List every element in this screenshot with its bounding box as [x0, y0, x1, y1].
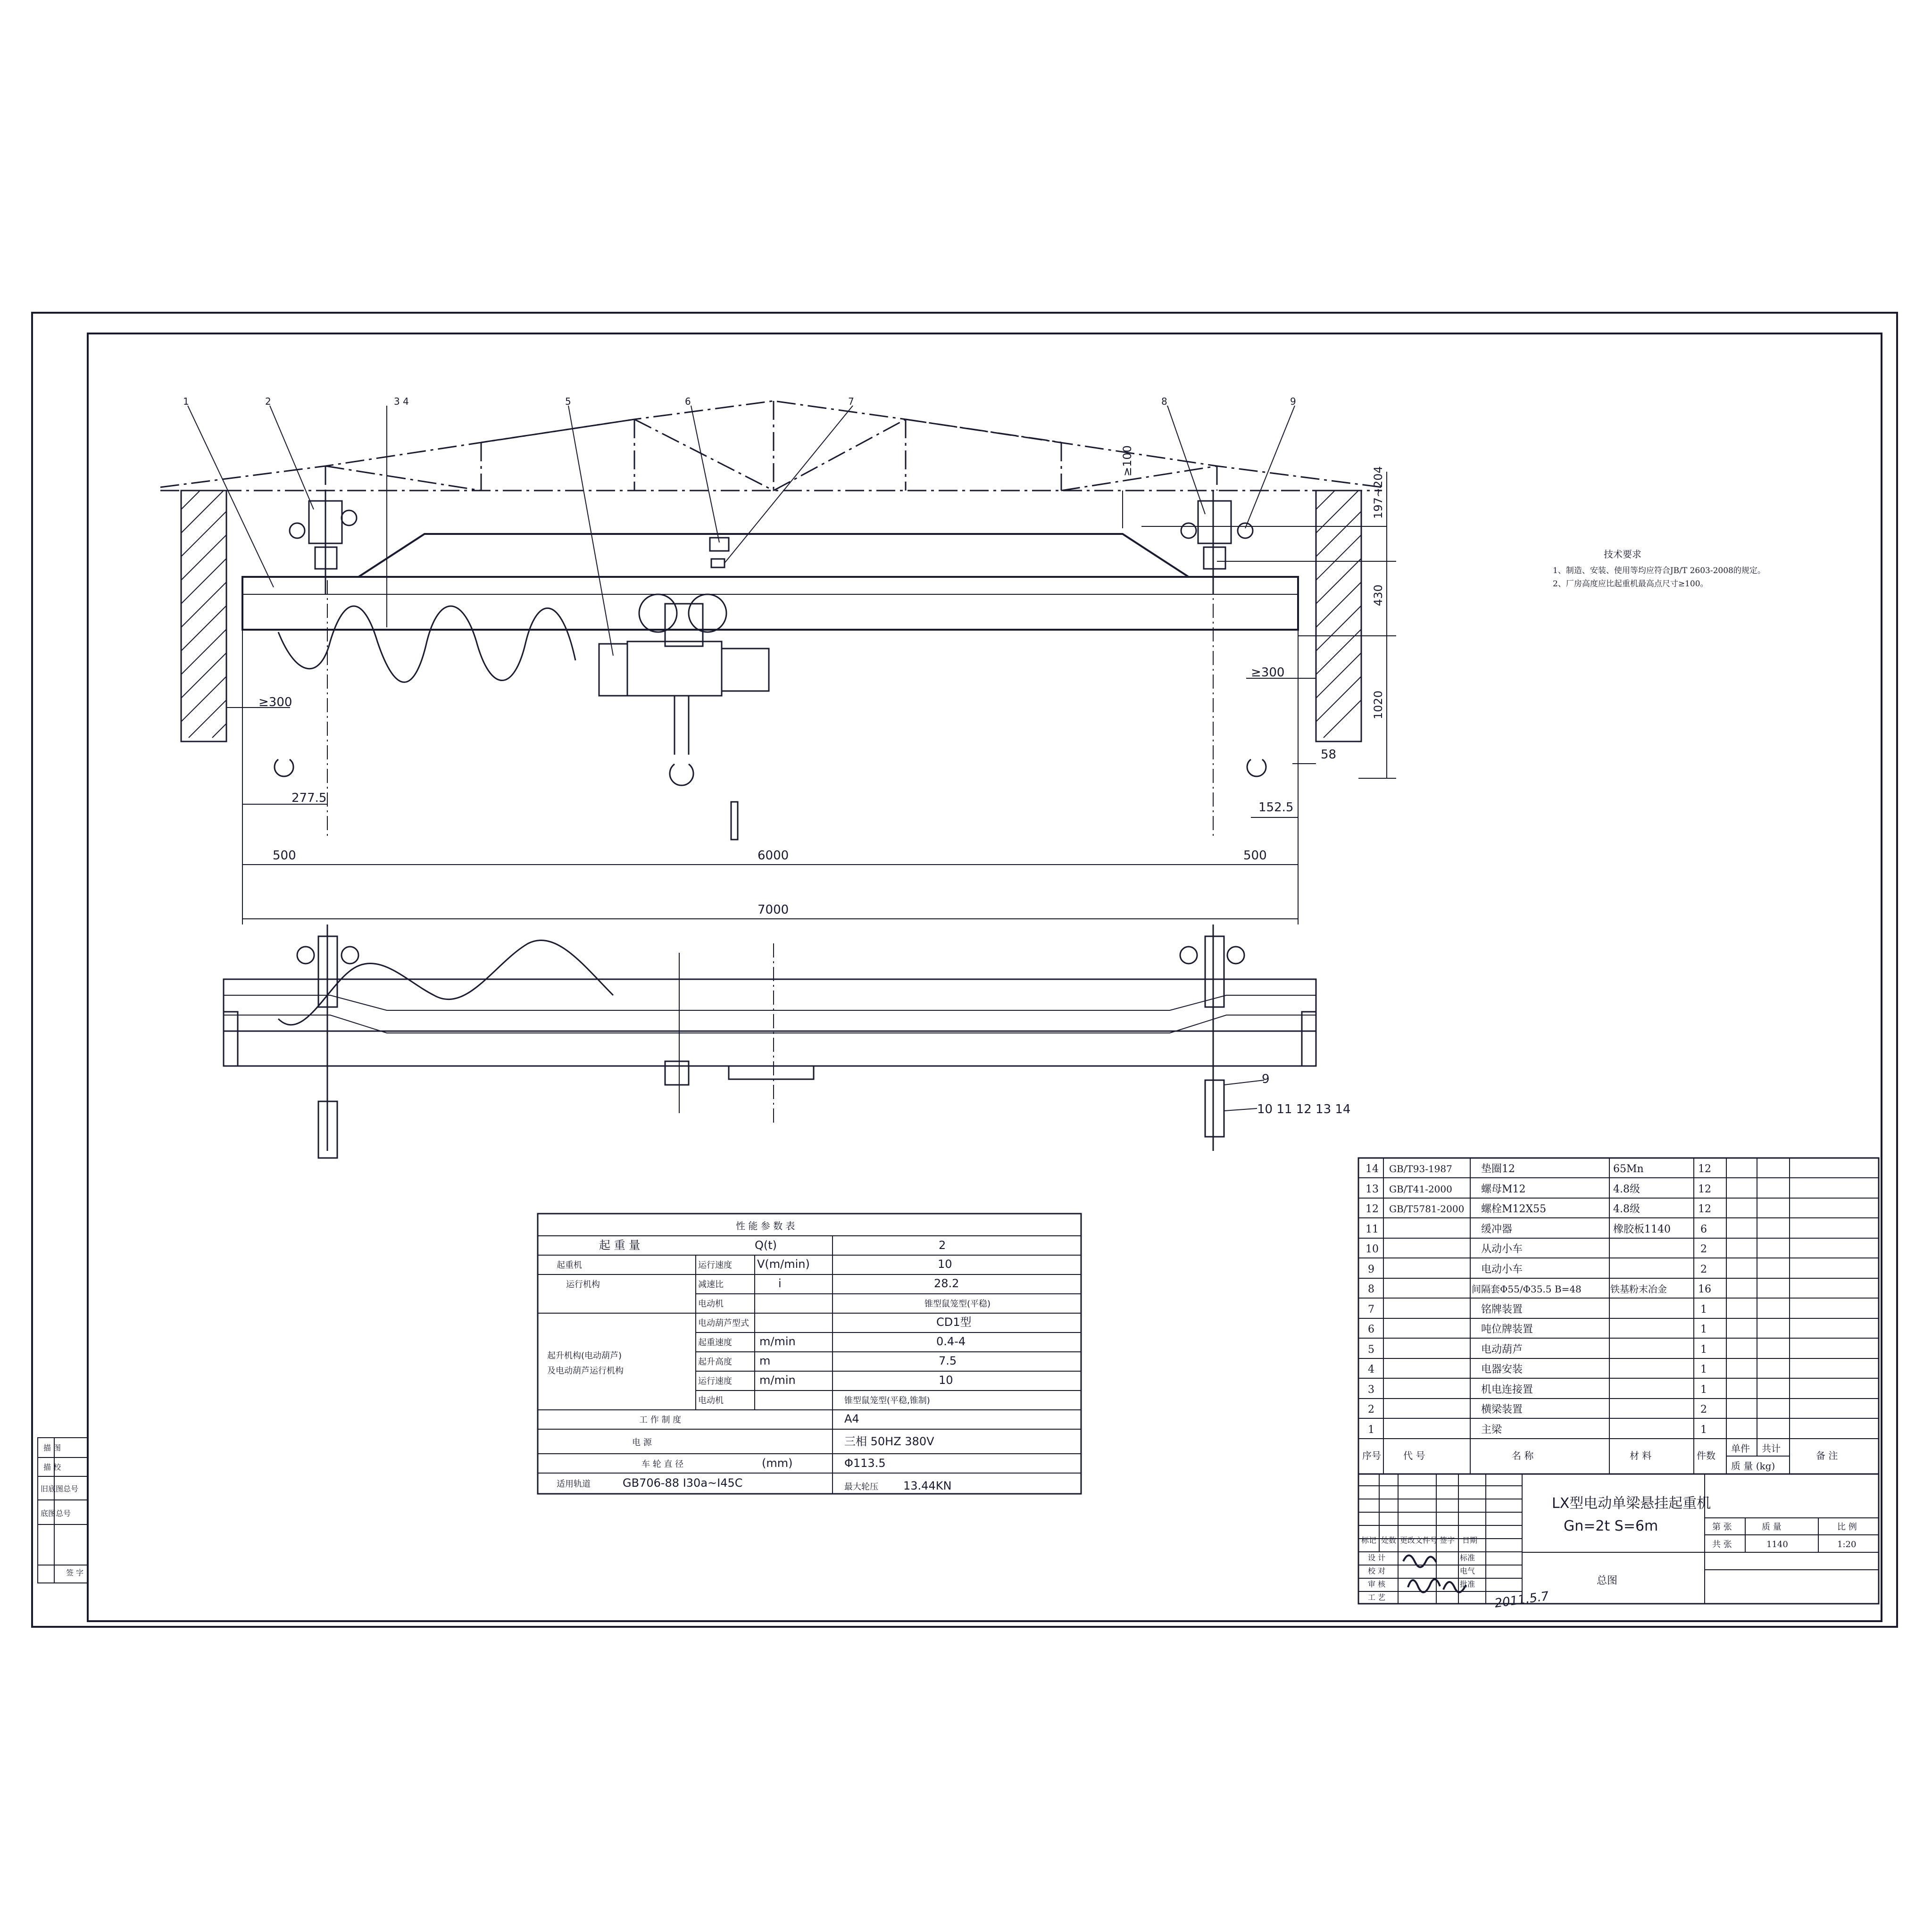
stamp-sign: 签 字	[66, 1568, 84, 1577]
perf-r4-item: 电动葫芦型式	[698, 1318, 749, 1328]
bom-h-material: 材 料	[1630, 1450, 1652, 1461]
svg-text:电动葫芦: 电动葫芦	[1481, 1344, 1523, 1356]
stamp-trace: 描 图	[43, 1443, 61, 1452]
svg-text:电器安装: 电器安装	[1481, 1364, 1523, 1375]
bom-h-unit: 单件	[1731, 1443, 1750, 1454]
svg-text:橡胶板1140: 橡胶板1140	[1613, 1224, 1671, 1235]
hook-right	[1247, 759, 1266, 776]
callout-3-4: 3 4	[394, 396, 409, 407]
perf-r1-item: 运行速度	[698, 1260, 732, 1270]
svg-text:9: 9	[1368, 1264, 1374, 1275]
svg-text:螺栓M12X55: 螺栓M12X55	[1481, 1203, 1547, 1215]
perf-r11-value: Φ113.5	[844, 1457, 886, 1470]
svg-text:铭牌装置: 铭牌装置	[1481, 1304, 1523, 1316]
perf-r6-unit: m	[759, 1354, 771, 1367]
perf-r10-label: 电 源	[632, 1438, 652, 1448]
dim-197-204: 197~204	[1372, 466, 1385, 519]
svg-text:13: 13	[1366, 1183, 1379, 1195]
drawing-subtitle: Gn=2t S=6m	[1564, 1518, 1658, 1534]
perf-r5-item: 起重速度	[698, 1338, 732, 1348]
perf-r6-value: 7.5	[939, 1354, 957, 1367]
svg-text:垫圈12: 垫圈12	[1481, 1163, 1515, 1175]
svg-text:主梁: 主梁	[1481, 1424, 1502, 1436]
svg-text:4.8级: 4.8级	[1613, 1203, 1640, 1215]
nameplate	[711, 559, 724, 567]
svg-text:间隔套Φ55/Φ35.5 B=48: 间隔套Φ55/Φ35.5 B=48	[1472, 1283, 1582, 1295]
pendant	[731, 802, 738, 840]
roof-truss	[160, 401, 1382, 491]
perf-r4-group: 起升机构(电动葫芦)	[547, 1351, 622, 1361]
svg-text:2: 2	[1700, 1243, 1707, 1255]
bom-h-name: 名 称	[1512, 1450, 1534, 1461]
svg-text:1: 1	[1700, 1364, 1707, 1375]
sheets-total-label: 共 张	[1712, 1540, 1732, 1549]
dim-152-5: 152.5	[1258, 800, 1294, 815]
role-process: 工 艺	[1368, 1593, 1386, 1602]
electric-hoist	[599, 594, 769, 785]
hook-left	[275, 759, 293, 776]
role-approve: 批准	[1460, 1580, 1475, 1589]
perf-last-rail: GB706-88 I30a~I45C	[623, 1476, 743, 1490]
performance-table-text	[547, 1220, 991, 1492]
right-wall	[1316, 491, 1361, 741]
perf-r10-value: 三相 50HZ 380V	[844, 1435, 934, 1448]
svg-text:14: 14	[1366, 1163, 1379, 1175]
callout-5: 5	[565, 396, 571, 407]
dim-right-gap: ≥300	[1251, 666, 1285, 680]
rev-h-sign: 签字	[1440, 1536, 1455, 1545]
perf-last-label: 适用轨道	[557, 1479, 591, 1489]
rev-h-mark: 标记	[1361, 1536, 1377, 1545]
callout-8: 8	[1161, 396, 1167, 407]
drawing-name: 总图	[1597, 1575, 1618, 1587]
perf-r6-item: 起升高度	[698, 1357, 732, 1367]
bom-row	[1366, 1183, 1711, 1195]
svg-text:10: 10	[1366, 1243, 1379, 1255]
svg-text:2: 2	[1368, 1404, 1374, 1416]
role-check: 校 对	[1368, 1566, 1386, 1575]
bom-h-total: 共计	[1762, 1443, 1781, 1454]
svg-text:GB/T41-2000: GB/T41-2000	[1389, 1183, 1452, 1195]
svg-text:机电连接置: 机电连接置	[1481, 1384, 1533, 1396]
perf-r2-item: 减速比	[698, 1280, 724, 1290]
stamp-old-base: 旧底图总号	[41, 1484, 79, 1493]
svg-text:1: 1	[1700, 1384, 1707, 1396]
svg-text:吨位牌装置: 吨位牌装置	[1481, 1324, 1533, 1335]
svg-text:3: 3	[1368, 1384, 1374, 1396]
perf-r2-value: 28.2	[934, 1277, 959, 1290]
svg-text:4: 4	[1368, 1364, 1374, 1375]
stamp-trace-check: 描 校	[43, 1463, 61, 1472]
role-standard: 标准	[1460, 1553, 1475, 1562]
svg-text:1: 1	[1700, 1344, 1707, 1356]
svg-text:螺母M12: 螺母M12	[1481, 1183, 1526, 1195]
svg-text:2: 2	[1700, 1264, 1707, 1275]
svg-text:1: 1	[1700, 1324, 1707, 1335]
mass-label: 质 量	[1762, 1522, 1782, 1532]
svg-text:12: 12	[1698, 1203, 1711, 1215]
bom-row	[1368, 1324, 1707, 1335]
perf-r9-value: A4	[844, 1412, 859, 1425]
dim-1020: 1020	[1372, 690, 1385, 719]
scale-label: 比 例	[1837, 1522, 1857, 1532]
rev-h-count: 处数	[1381, 1536, 1397, 1545]
bom-row	[1366, 1163, 1711, 1175]
dim-left-gap: ≥300	[258, 695, 292, 709]
svg-text:1: 1	[1368, 1424, 1374, 1436]
tech-requirements	[1553, 549, 1765, 589]
dim-100: ≥100	[1121, 445, 1134, 476]
role-design: 设 计	[1368, 1553, 1386, 1562]
role-review: 审 核	[1368, 1580, 1386, 1589]
inner-border	[88, 333, 1882, 1621]
svg-text:7: 7	[1368, 1304, 1374, 1316]
dimension-labels	[258, 445, 1385, 917]
perf-r11-unit: (mm)	[762, 1457, 793, 1470]
bom-h-no: 序号	[1362, 1450, 1381, 1461]
bom-row	[1368, 1304, 1707, 1316]
svg-text:65Mn: 65Mn	[1613, 1163, 1644, 1175]
svg-text:1: 1	[1700, 1424, 1707, 1436]
svg-text:4.8级: 4.8级	[1613, 1183, 1640, 1195]
perf-r1-value: 10	[938, 1257, 952, 1271]
svg-text:铁基粉末冶金: 铁基粉末冶金	[1610, 1283, 1667, 1295]
sign-date: 2011.5.7	[1493, 1589, 1550, 1611]
perf-r5-value: 0.4-4	[936, 1335, 966, 1348]
callout-leaders	[188, 406, 1295, 656]
svg-text:GB/T93-1987: GB/T93-1987	[1389, 1163, 1452, 1174]
svg-text:缓冲器: 缓冲器	[1481, 1224, 1513, 1235]
bom-row	[1368, 1404, 1707, 1416]
bom-row	[1368, 1264, 1707, 1275]
perf-r4-value: CD1型	[936, 1316, 972, 1329]
dim-500-right: 500	[1243, 849, 1267, 863]
perf-r7-value: 10	[939, 1374, 953, 1387]
rev-h-doc: 更改文件号	[1400, 1536, 1438, 1545]
mass-value: 1140	[1766, 1540, 1788, 1549]
svg-text:电动小车: 电动小车	[1481, 1264, 1523, 1275]
perf-r5-group: 及电动葫芦运行机构	[547, 1366, 624, 1376]
svg-text:从动小车: 从动小车	[1481, 1243, 1523, 1255]
perf-r7-item: 运行速度	[698, 1376, 732, 1386]
perf-r5-unit: m/min	[759, 1335, 796, 1348]
side-stamp	[38, 1438, 88, 1583]
perf-r11-label: 车 轮 直 径	[641, 1459, 684, 1469]
dimension-lines	[226, 472, 1396, 919]
perf-r8-value: 锥型鼠笼型(平稳,锥制)	[844, 1396, 930, 1406]
bom-header	[1362, 1443, 1838, 1472]
bom-h-weight: 质 量 (kg)	[1731, 1460, 1775, 1472]
svg-text:6: 6	[1368, 1324, 1374, 1335]
callout-1: 1	[183, 396, 189, 407]
callout-7: 7	[848, 396, 854, 407]
left-wall	[181, 491, 226, 741]
outer-border	[32, 313, 1897, 1627]
tech-line-1: 1、制造、安装、使用等均应符合JB/T 2603-2008的规定。	[1553, 566, 1765, 575]
perf-r9-label: 工 作 制 度	[639, 1415, 682, 1425]
svg-text:12: 12	[1698, 1163, 1711, 1175]
svg-text:8: 8	[1368, 1283, 1374, 1295]
dim-58: 58	[1321, 748, 1337, 762]
bom-h-qty: 件数	[1697, 1450, 1715, 1461]
scale-value: 1:20	[1837, 1540, 1857, 1549]
bom-row	[1366, 1224, 1707, 1235]
perf-title: 性 能 参 数 表	[736, 1220, 795, 1232]
tonnage-plate	[710, 538, 729, 551]
bom-rows	[1366, 1163, 1711, 1436]
perf-r0-value: 2	[939, 1239, 946, 1252]
bom-row	[1366, 1243, 1707, 1255]
perf-r2-group: 运行机构	[566, 1280, 600, 1290]
plan-view	[224, 924, 1316, 1158]
callout-6: 6	[685, 396, 691, 407]
svg-text:5: 5	[1368, 1344, 1374, 1356]
signatures	[1403, 1556, 1466, 1592]
perf-r1-group: 起重机	[557, 1260, 582, 1270]
sheet-label: 第 张	[1712, 1522, 1732, 1532]
svg-text:16: 16	[1698, 1283, 1711, 1295]
svg-text:GB/T5781-2000: GB/T5781-2000	[1389, 1203, 1465, 1215]
stamp-base: 底图总号	[41, 1509, 71, 1518]
bom-row	[1368, 1364, 1707, 1375]
perf-r3-value: 锥型鼠笼型(平稳)	[924, 1299, 991, 1309]
end-trolley-right	[1181, 491, 1253, 594]
perf-r0-label: 起 重 量	[599, 1239, 641, 1252]
bom-row	[1368, 1283, 1711, 1295]
perf-r2-unit: i	[778, 1277, 782, 1290]
svg-text:11: 11	[1366, 1224, 1379, 1235]
main-girder-elevation	[242, 534, 1298, 924]
drawing-title: LX型电动单梁悬挂起重机	[1552, 1495, 1711, 1512]
dim-7000: 7000	[758, 903, 789, 917]
perf-r8-item: 电动机	[698, 1396, 724, 1406]
tech-line-2: 2、厂房高度应比起重机最高点尺寸≥100。	[1553, 579, 1708, 589]
callout-9: 9	[1290, 396, 1296, 407]
dim-277-5: 277.5	[291, 791, 327, 805]
dim-500-left: 500	[273, 849, 296, 863]
perf-r1-unit: V(m/min)	[757, 1257, 810, 1271]
svg-text:1: 1	[1700, 1304, 1707, 1316]
bom-h-code: 代 号	[1403, 1450, 1425, 1461]
end-trolley-left	[290, 491, 357, 594]
callout-2: 2	[265, 396, 271, 407]
perf-r7-unit: m/min	[759, 1374, 796, 1387]
bom-row	[1368, 1424, 1707, 1436]
perf-r0-unit: Q(t)	[755, 1239, 777, 1252]
perf-r3-item: 电动机	[698, 1299, 724, 1309]
bom-row	[1368, 1344, 1707, 1356]
dim-430: 430	[1372, 584, 1385, 606]
rev-h-date: 日期	[1462, 1536, 1478, 1545]
svg-text:12: 12	[1698, 1183, 1711, 1195]
perf-last-max-value: 13.44KN	[903, 1479, 952, 1492]
plan-callout-9: 9	[1262, 1072, 1270, 1086]
svg-text:横梁装置: 横梁装置	[1481, 1404, 1523, 1416]
dim-6000: 6000	[758, 849, 789, 863]
bom-h-note: 备 注	[1816, 1450, 1838, 1461]
role-electrical: 电气	[1460, 1566, 1475, 1575]
svg-text:12: 12	[1366, 1203, 1379, 1215]
svg-text:2: 2	[1700, 1404, 1707, 1416]
plan-callout-10-14: 10 11 12 13 14	[1257, 1102, 1351, 1116]
perf-last-max-label: 最大轮压	[844, 1482, 878, 1492]
tech-title: 技术要求	[1604, 549, 1641, 560]
bom-row	[1368, 1384, 1707, 1396]
bom-row	[1366, 1203, 1711, 1215]
svg-text:6: 6	[1700, 1224, 1707, 1235]
